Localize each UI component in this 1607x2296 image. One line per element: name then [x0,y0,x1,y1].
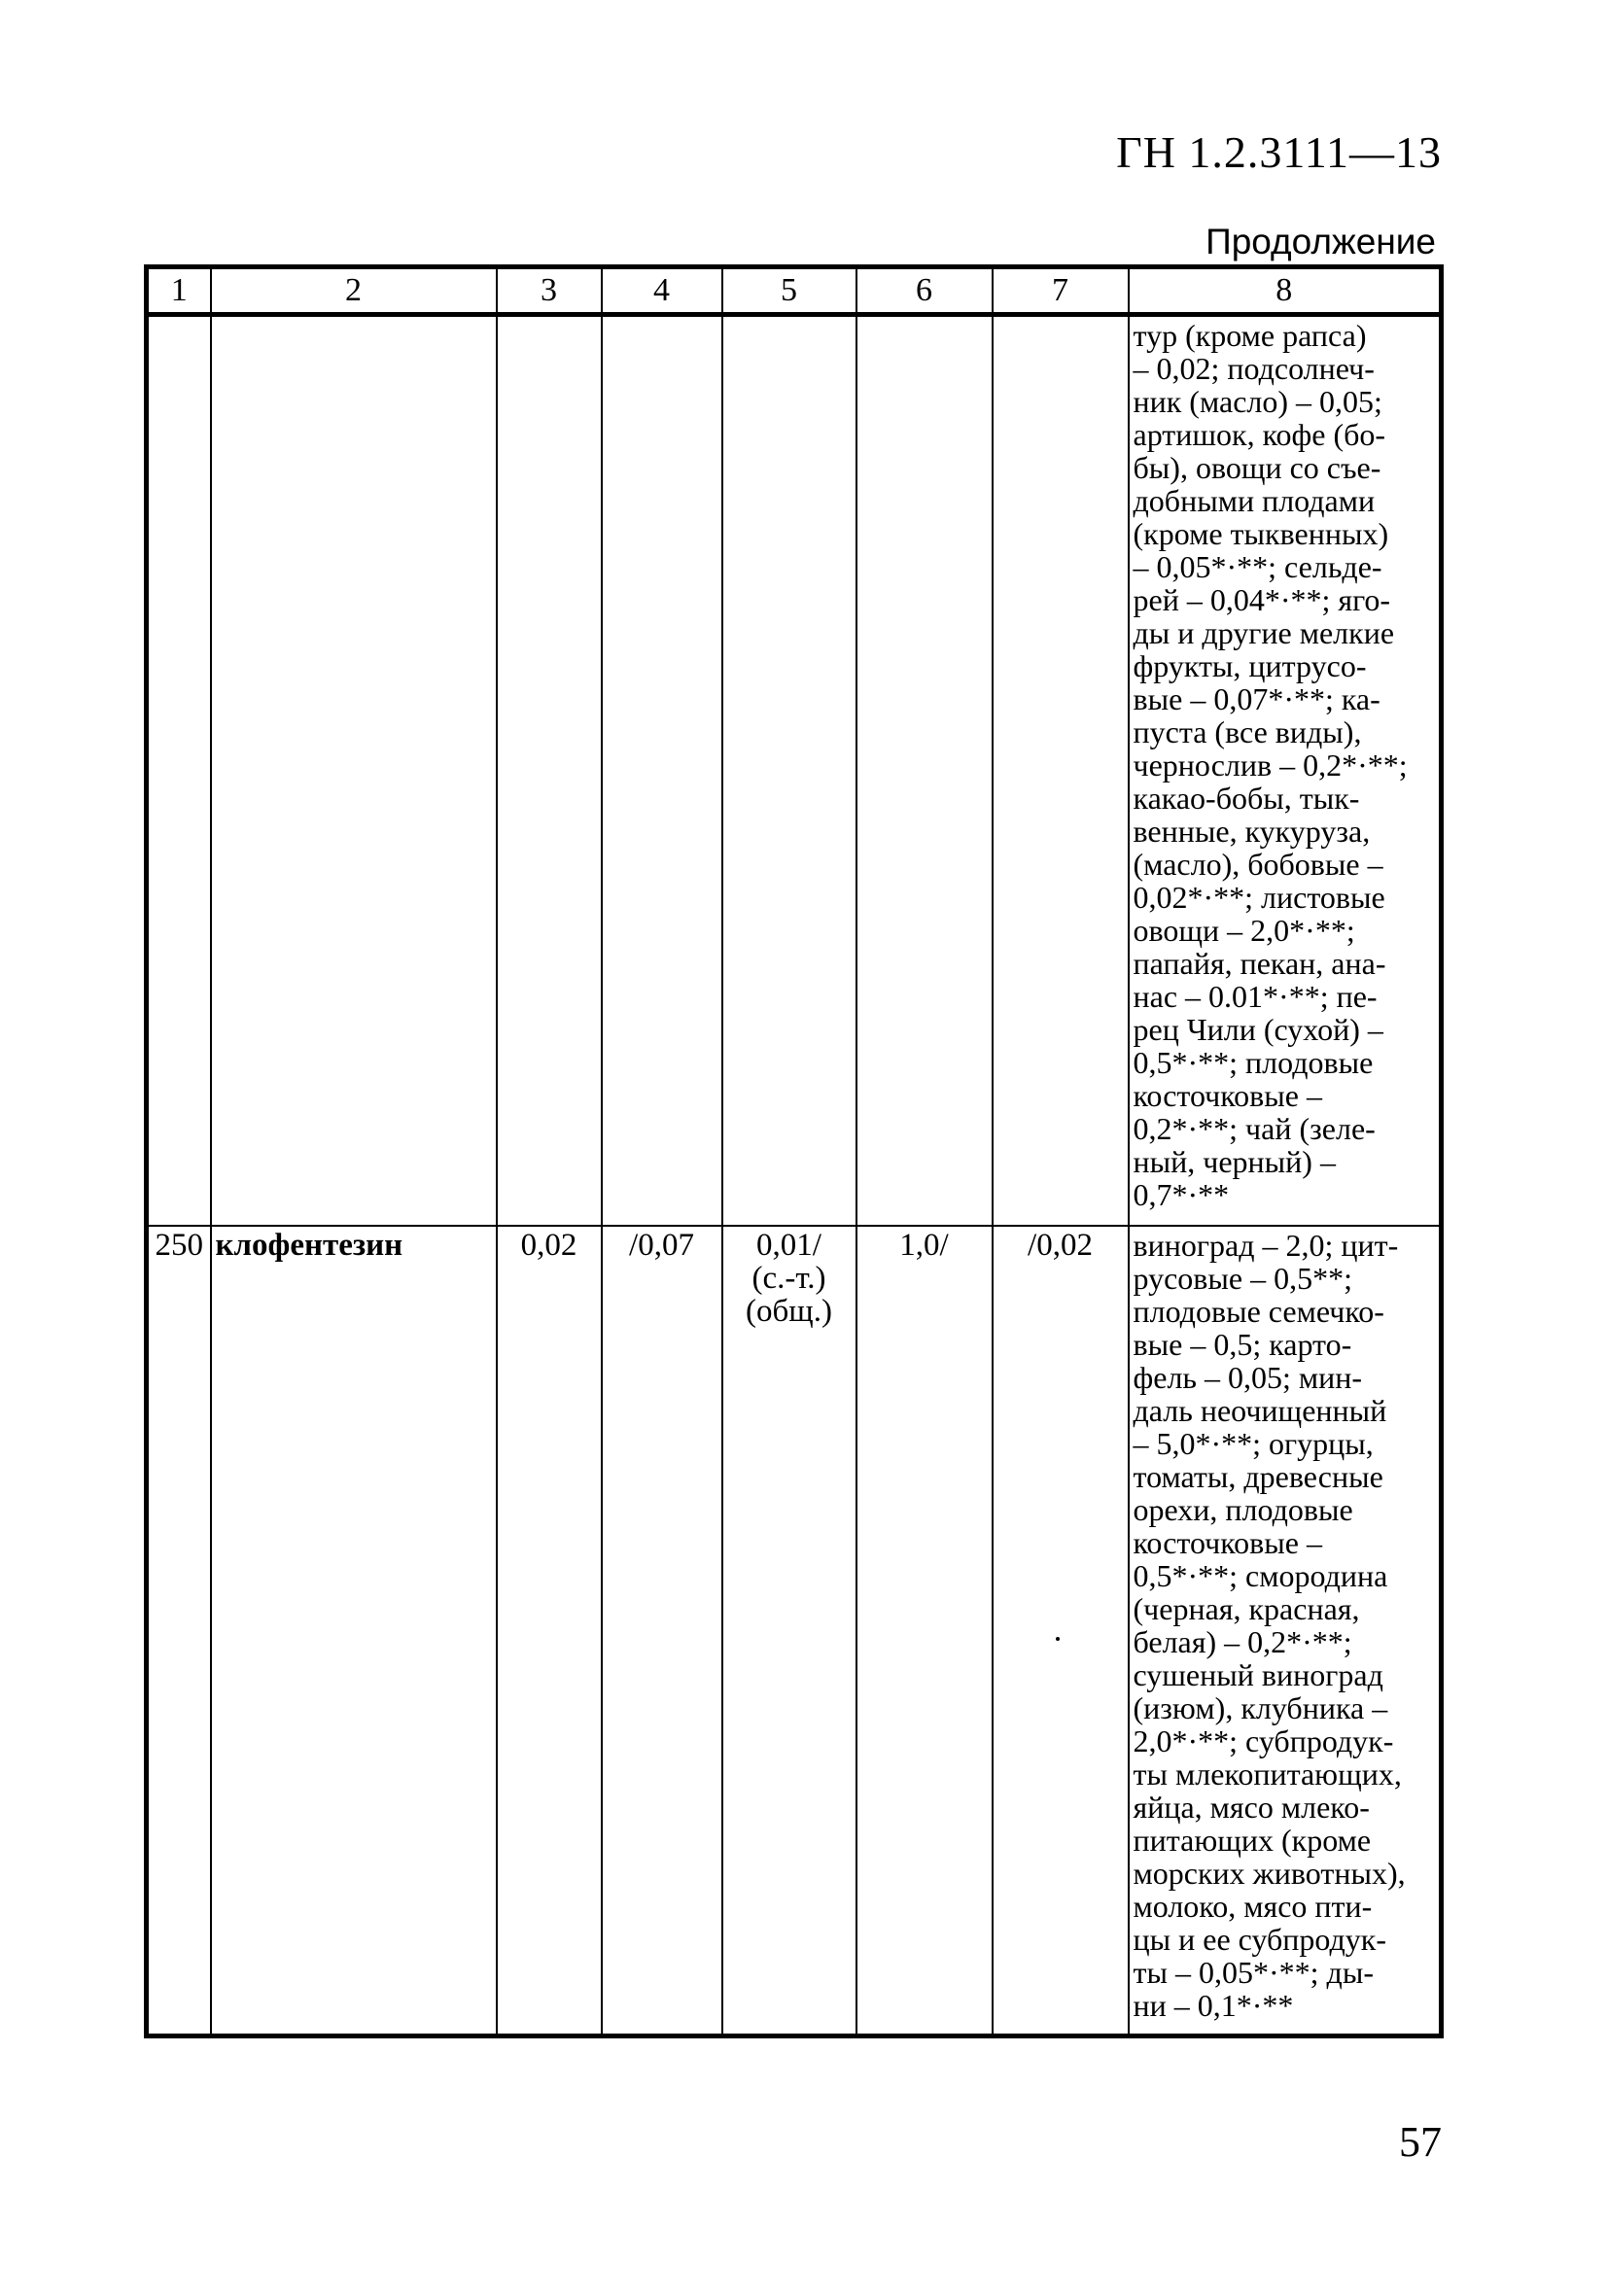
column-header: 7 [993,267,1129,315]
cell-text-line: ный, черный) – [1133,1144,1336,1179]
cell-text-line: белая) – 0,2*·**; [1133,1624,1352,1659]
cell-text-line: ты – 0,05*·**; ды- [1133,1955,1374,1990]
value-cell [856,315,993,1227]
cell-text-line: 0,7*·** [1133,1177,1230,1212]
column-header: 4 [602,267,722,315]
value-cell: 0,02 [497,1226,602,2036]
cell-text-line: косточковые – [1133,1525,1322,1560]
cell-text-line: косточковые – [1133,1078,1322,1113]
substance-name-cell [211,315,497,1227]
cell-text-line: фрукты, цитрусо- [1133,648,1367,683]
cell-text-line: рей – 0,04*·**; яго- [1133,582,1391,617]
cell-text-line: папайя, пекан, ана- [1133,946,1386,981]
cell-text-line: – 0,02; подсолнеч- [1133,351,1375,386]
cell-text-line: ни – 0,1*·** [1133,1988,1294,2023]
cell-text-line: – 5,0*·**; огурцы, [1133,1426,1374,1461]
substance-name-cell: клофентезин [211,1226,497,2036]
cell-text-line: молоко, мясо пти- [1133,1889,1373,1924]
cell-text-line: (масло), бобовые – [1133,847,1383,882]
cell-text-line: вые – 0,07*·**; ка- [1133,681,1380,716]
cell-text-line: 0,02*·**; листовые [1133,880,1385,915]
page-number: 57 [1399,2118,1442,2166]
table-row [147,1226,1442,2036]
document-code: ГН 1.2.3111—13 [1116,127,1442,177]
cell-text-line: сушеный виноград [1133,1657,1383,1692]
column-header: 8 [1129,267,1442,315]
cell-text-line: нас – 0.01*·**; пе- [1133,979,1378,1014]
cell-text-line: ды и другие мелкие [1133,615,1395,650]
product-limits-cell [1129,1226,1442,2036]
cell-text-line: ник (масло) – 0,05; [1133,384,1382,419]
cell-text-line: 0,5*·**; плодовые [1133,1045,1374,1080]
cell-text-line: венные, кукуруза, [1133,814,1371,849]
cell-text-line: орехи, плодовые [1133,1492,1353,1527]
continuation-label: Продолжение [1205,222,1436,261]
table-header-row [147,267,1442,315]
cell-text-line: артишок, кофе (бо- [1133,417,1386,452]
column-header: 1 [147,267,211,315]
column-header: 5 [722,267,856,315]
value-cell: 0,01/ (с.-т.) (общ.) [722,1226,856,2036]
cell-text-line: (кроме тыквенных) [1133,516,1389,551]
scan-speck [1056,1637,1060,1641]
cell-text-line: 0,2*·**; чай (зеле- [1133,1111,1376,1146]
residue-limits-table [144,264,1444,2038]
cell-text-line: тур (кроме рапса) [1133,318,1367,353]
cell-text-line: ты млекопитающих, [1133,1757,1402,1792]
cell-text-line: (изюм), клубника – [1133,1690,1388,1725]
cell-text-line: даль неочищенный [1133,1393,1387,1428]
cell-text-line: морских животных), [1133,1856,1406,1891]
column-header: 3 [497,267,602,315]
cell-text-line: виноград – 2,0; цит- [1133,1228,1399,1263]
row-number-cell [147,315,211,1227]
cell-text-line: овощи – 2,0*·**; [1133,913,1355,948]
cell-text-line: рец Чили (сухой) – [1133,1012,1383,1047]
product-limits-cell [1129,315,1442,1227]
column-header: 6 [856,267,993,315]
value-cell: 1,0/ [856,1226,993,2036]
table-row [147,315,1442,1227]
cell-text-line: чернослив – 0,2*·**; [1133,748,1408,783]
cell-text-line: какао-бобы, тык- [1133,781,1360,816]
cell-text-line: цы и ее субпродук- [1133,1922,1386,1957]
cell-text-line: (черная, красная, [1133,1591,1360,1626]
value-cell [602,315,722,1227]
value-cell: /0,02 [993,1226,1129,2036]
cell-text-line: пуста (все виды), [1133,714,1362,749]
cell-text-line: плодовые семечко- [1133,1294,1384,1329]
value-cell [497,315,602,1227]
cell-text-line: яйца, мясо млеко- [1133,1790,1370,1825]
value-cell [993,315,1129,1227]
cell-text-line: фель – 0,05; мин- [1133,1360,1363,1395]
value-cell [722,315,856,1227]
cell-text-line: вые – 0,5; карто- [1133,1327,1352,1362]
value-cell: /0,07 [602,1226,722,2036]
cell-text-line: русовые – 0,5**; [1133,1261,1352,1296]
column-header: 2 [211,267,497,315]
cell-text-line: бы), овощи со съе- [1133,450,1381,485]
cell-text-line: 0,5*·**; смородина [1133,1558,1388,1593]
cell-text-line: – 0,05*·**; сельде- [1133,549,1382,584]
cell-text-line: питающих (кроме [1133,1823,1372,1858]
cell-text-line: 2,0*·**; субпродук- [1133,1723,1394,1758]
row-number-cell: 250 [147,1226,211,2036]
cell-text-line: томаты, древесные [1133,1459,1383,1494]
cell-text-line: добными плодами [1133,483,1376,518]
